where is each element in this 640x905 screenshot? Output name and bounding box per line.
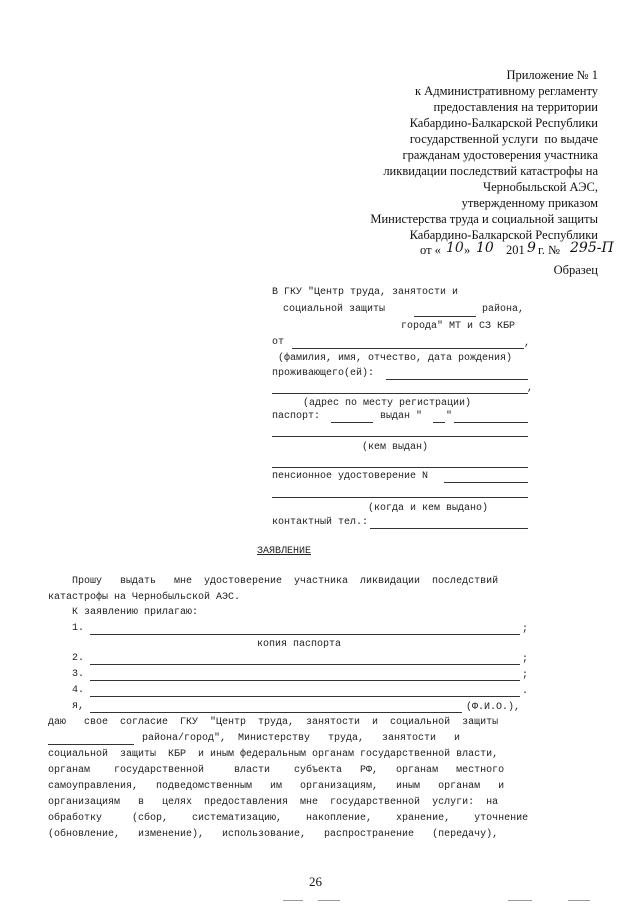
i-label: я, [72,701,85,712]
consent-text: самоуправления, подведомственным им организациям, иным органам и [48,781,505,792]
pension-label: пенсионное удостоверение N [272,471,429,482]
request-text: катастрофы на Чернобыльской АЭС. [48,592,241,603]
phone-label: контактный тел.: [272,517,369,528]
consent-text: обработку (сбор, систематизацию, накопление, хранение, уточнение [48,813,529,824]
date-mid: » [464,243,471,257]
header-line: предоставления на территории [433,100,598,114]
header-line: государственной услуги по выдаче [409,132,598,146]
issued-by-caption: (кем выдан) [362,442,429,453]
date-month-handwritten: 10 [476,240,494,256]
passport-copy-caption: копия паспорта [257,639,342,650]
attach-label: К заявлению прилагаю: [72,607,199,618]
consent-text: (обновление, изменение), использование, распространение (передачу), [48,829,499,840]
passport-number-line [331,422,373,423]
date-day-handwritten: 10 [446,240,464,256]
from-label: от [272,337,285,348]
header-line: Чернобыльской АЭС, [482,180,598,194]
header-line: утвержденному приказом [461,196,598,210]
date-year-digit-handwritten: 9 [527,240,536,256]
header-line: Приложение № 1 [506,68,598,82]
header-line: Министерства труда и социальной защиты [370,212,598,226]
addressee-line: В ГКУ "Центр труда, занятости и [272,287,459,298]
pension-issued-line [272,497,528,498]
request-text: Прошу выдать мне удостоверение участника ликвидации последствий [72,576,499,587]
attach-item-end: ; [522,670,529,681]
attach-item-end: ; [522,654,529,665]
scan-artifact [508,900,532,901]
header-line: Кабардино-Балкарской Республики [409,116,598,130]
attach-item-number: 3. [72,669,85,680]
header-line: ликвидации последствий катастрофы на [383,164,598,178]
addressee-line: социальной защиты [283,304,386,315]
attach-item-line [90,696,520,697]
header-line: Кабардино-Балкарской Республики [409,228,598,242]
attach-item-end: ; [522,624,529,635]
issued-date-line [454,422,528,423]
date-number-handwritten: 295-П [570,240,614,256]
header-line: к Административному регламенту [414,84,598,98]
issued-label: выдан " [380,411,423,422]
comma-mark: , [524,338,531,349]
passport-label: паспорт: [272,411,321,422]
header-line: гражданам удостоверения участника [402,148,598,162]
addressee-line: района, [482,304,525,315]
issued-day-line [433,422,445,423]
issued-by-line [272,436,528,437]
attach-item-line [90,634,520,635]
attach-item-line [90,680,520,681]
when-caption: (когда и кем выдано) [368,503,489,514]
consent-text: организациям в целях предоставления мне государственной услуги: на [48,797,499,808]
scan-artifact [318,900,340,901]
attach-item-end: . [522,686,529,697]
address-blank-line [386,379,528,380]
issued-by-line-2 [272,467,528,468]
attach-item-number: 2. [72,653,85,664]
attach-item-number: 1. [72,623,85,634]
sample-label: Образец [553,263,598,277]
scan-artifact [283,900,303,901]
date-prefix: от « [420,243,441,257]
consent-district-line [48,744,134,745]
fio-line [90,712,462,713]
residing-label: проживающего(ей): [272,368,375,379]
fio-blank-line [292,348,524,349]
fio-caption: (фамилия, имя, отчество, дата рождения) [278,353,513,364]
phone-blank-line [370,528,528,529]
district-blank-line [414,316,476,317]
consent-text: социальной защиты КБР и иным федеральным органам государственной власти, [48,749,499,760]
addressee-line: города" МТ и СЗ КБР [401,321,516,332]
consent-text: органам государственной власти субъекта РФ, органам местного [48,765,505,776]
pension-number-line [444,482,528,483]
attach-item-line [90,664,520,665]
address-blank-line-2 [272,393,528,394]
page-number: 26 [309,874,322,889]
consent-text: даю свое согласие ГКУ "Центр труда, занятости и социальной защиты [48,717,499,728]
document-title: ЗАЯВЛЕНИЕ [257,546,312,557]
attach-item-number: 4. [72,685,85,696]
issued-quote: " [446,411,453,422]
date-num-prefix: г. № [538,243,560,257]
comma-mark: , [527,383,534,394]
scan-artifact [568,900,590,901]
date-year: 201 [506,243,525,257]
fio-suffix: (Ф.И.О.), [466,702,521,713]
address-caption: (адрес по месту регистрации) [303,398,472,409]
consent-text: района/город", Министерству труда, занятости и [142,733,461,744]
